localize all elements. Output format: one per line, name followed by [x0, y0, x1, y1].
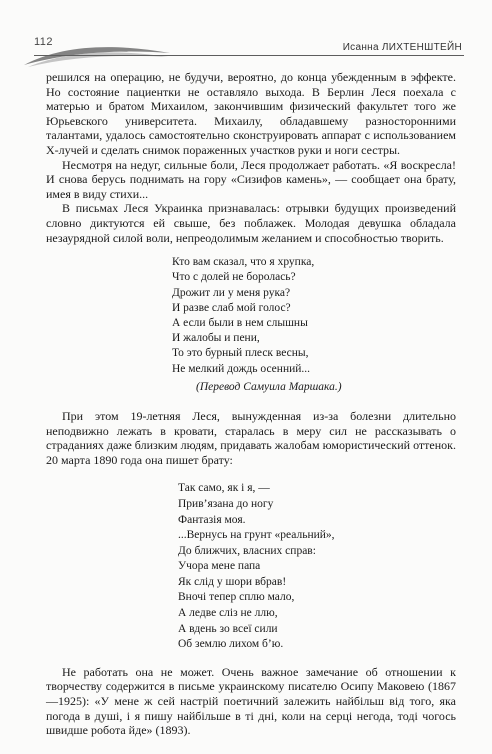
body-paragraph: При этом 19-летняя Леся, вынужденная из-за болезни длительно неподвижно лежать в кровати, старалась в меру сил не рассказывать о страданиях даже близким людям, придавать жалобам юмористический оттенок. 20 марта 1890 года она пишет брату: [46, 408, 456, 467]
page-number: 112 [34, 36, 54, 48]
poem-line: До ближчих, власних справ: [178, 544, 316, 557]
poem-line: Як слід у шори вбрав! [178, 575, 287, 588]
poem-line: Прив’язана до ногу [178, 497, 274, 510]
page-header [34, 36, 464, 62]
poem-line: ...Вернусь на грунт «реальний», [178, 529, 335, 542]
running-head-author: Исанна ЛИХТЕНШТЕЙН [342, 42, 462, 53]
poem-line: Учора мене папа [178, 560, 261, 573]
body-paragraph: В письмах Леся Украинка признавалась: отрывки будущих произведений словно диктуются ей свыше, без поблажек. Молодая девушка обладала незаурядной силой воли, непреодолимым желанием и способностью творить. [46, 201, 456, 245]
header-rule [34, 55, 464, 56]
poem-line: И жалобы и пени, [172, 332, 260, 345]
poem-line: А ледве сліз не ллю, [178, 607, 278, 620]
poem-marshak-translation [172, 255, 456, 395]
body-paragraph: решился на операцию, не будучи, вероятно, до конца убежденным в эффекте. Но состояние пациентки не оставляло выхода. В Берлин Леся поехала с матерью и братом Михаилом, закончившим физический факультет того же Юрьевского университета. Михаилу, обладавшему разносторонними талантами, удалось самостоятельно сконструировать аппарат с использованием X-лучей и сделать снимок пораженных участков руки и ноги сестры. [46, 70, 456, 157]
body-paragraph: Несмотря на недуг, сильные боли, Леся продолжает работать. «Я воскресла! И снова берусь поднимать на гору «Сизифов камень», — сообщает она брату, имея в виду стихи... [46, 157, 456, 201]
poem-line: Что с долей не боролась? [172, 271, 296, 284]
poem-line: То это бурный плеск весны, [172, 347, 309, 360]
poem-letter-to-brother [178, 481, 456, 653]
body-paragraph: Не работать она не может. Очень важное замечание об отношении к творчеству содержится в письме украинскому писателю Осипу Маковею (1867—1925): «У мене ж сей настрій поетичний залежить найбільш від того, яка погода в душі, і я пишу найбільше в ті дні, коли на серці негода, тоді чогось швидше робота йде» (1893). [46, 664, 456, 738]
poem-line: А если были в нем слышны [172, 316, 308, 329]
poem-line: Вночі тепер сплю мало, [178, 591, 295, 604]
poem-line: Об землю лихом б’ю. [178, 638, 284, 651]
poem-line: И разве слаб мой голос? [172, 301, 291, 314]
page-body [46, 70, 456, 738]
translation-credit: (Перевод Самуила Маршака.) [196, 380, 342, 393]
poem-line: А вдень зо всеї сили [178, 622, 278, 635]
poem-line: Дрожит ли у меня рука? [172, 286, 291, 299]
poem-line: Фантазія моя. [178, 513, 246, 526]
poem-line: Кто вам сказал, что я хрупка, [172, 256, 315, 269]
poem-line: Не мелкий дождь осенний... [172, 362, 311, 375]
poem-line: Так само, як і я, — [178, 482, 270, 495]
